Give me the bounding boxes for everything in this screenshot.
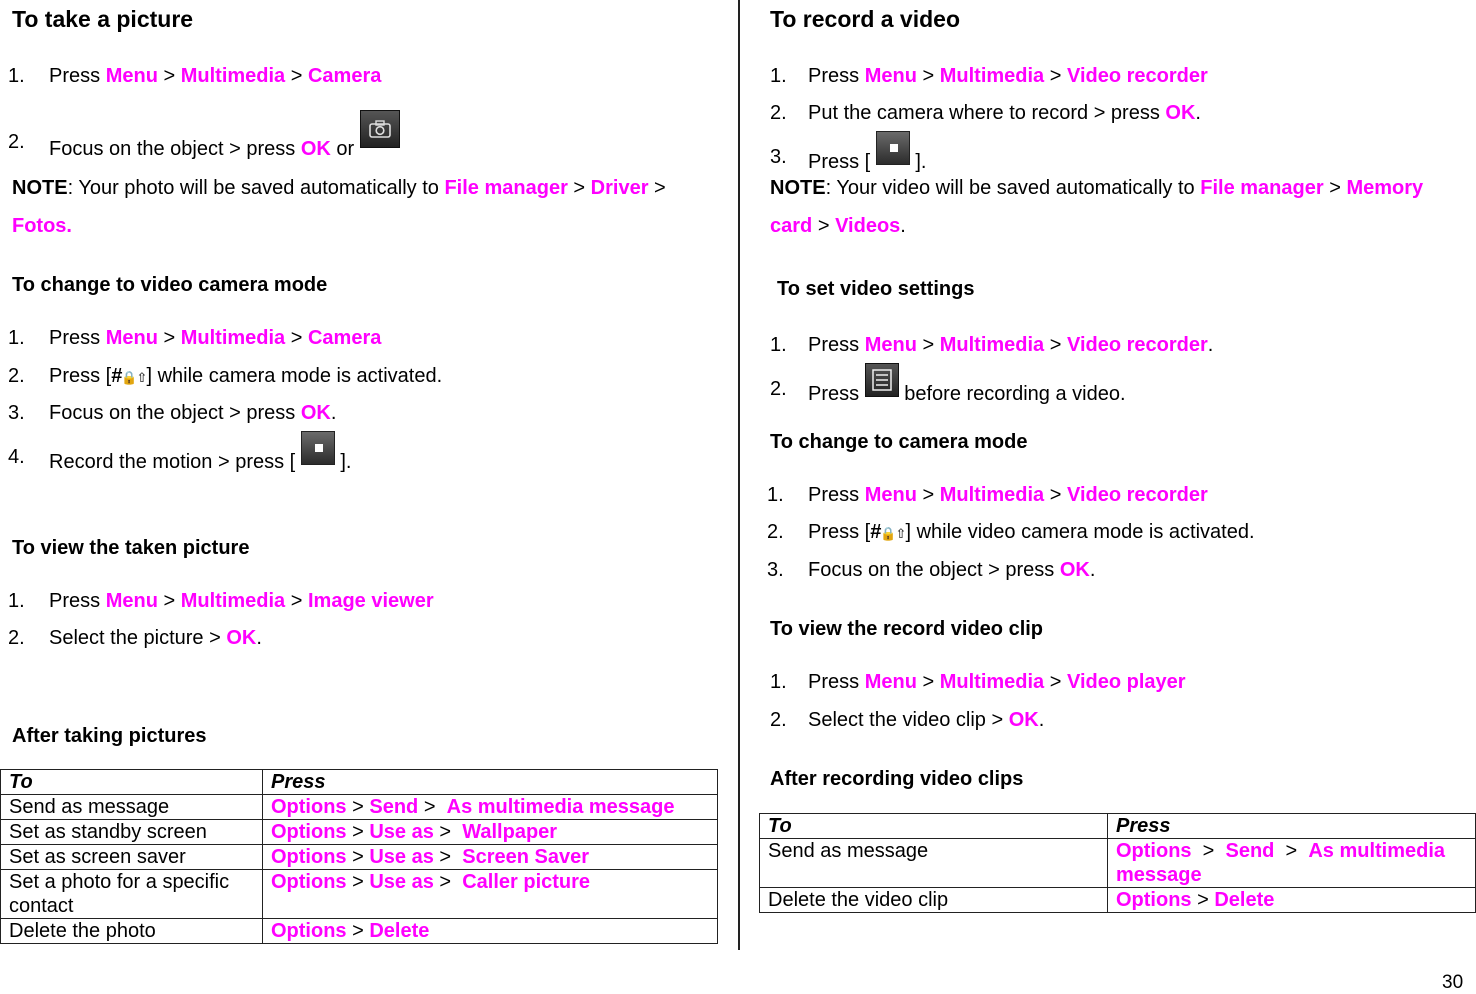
table-header-row: To Press <box>1 770 718 795</box>
hash-key-icon: #🔒⇧ <box>111 365 147 388</box>
step-settings-1: Press Menu > Multimedia > Video recorder. <box>808 334 1214 356</box>
after-video-table <box>759 813 1476 913</box>
step-record-2: Put the camera where to record > press OK. <box>808 102 1201 124</box>
table-row: Send as message Options > Send > As multimedia message <box>760 839 1476 888</box>
camera-icon <box>360 110 400 148</box>
note-photo-cont: Fotos. <box>12 215 72 237</box>
step-video-mode-2: Press [#🔒⇧] while camera mode is activated. <box>49 365 443 388</box>
heading-video-mode: To change to video camera mode <box>12 274 328 296</box>
step-view-2: Select the picture > OK. <box>49 627 262 649</box>
step-settings-2: Press before recording a video. <box>808 363 1126 397</box>
step-view-clip-1: Press Menu > Multimedia > Video player <box>808 671 1186 693</box>
step-camera-mode-3: Focus on the object > press OK. <box>808 559 1096 581</box>
step-record-3: Press [ ]. <box>808 131 926 165</box>
options-menu-icon <box>865 363 899 397</box>
table-header-row: To Press <box>760 814 1476 839</box>
column-divider <box>738 0 740 950</box>
hash-key-icon: #🔒⇧ <box>870 521 906 544</box>
page-title-record-video: To record a video <box>770 6 961 32</box>
table-row: Set as screen saver Options > Use as > Screen Saver <box>1 845 718 870</box>
heading-camera-mode: To change to camera mode <box>770 431 1028 453</box>
step-video-mode-3: Focus on the object > press OK. <box>49 402 337 424</box>
table-row: Set as standby screen Options > Use as > Wallpaper <box>1 820 718 845</box>
step-view-clip-2: Select the video clip > OK. <box>808 709 1045 731</box>
table-row: Send as message Options > Send > As multimedia message <box>1 795 718 820</box>
note-video: NOTE: Your video will be saved automatically to File manager > Memory <box>770 177 1424 199</box>
after-pictures-table <box>0 769 718 944</box>
heading-view-clip: To view the record video clip <box>770 618 1044 640</box>
page-number: 30 <box>1442 972 1464 993</box>
table-row: Delete the photo Options > Delete <box>1 919 718 944</box>
step-camera-mode-1: Press Menu > Multimedia > Video recorder <box>808 484 1208 506</box>
note-photo: NOTE: Your photo will be saved automatically to File manager > Driver > <box>12 177 666 199</box>
step-view-1: Press Menu > Multimedia > Image viewer <box>49 590 434 612</box>
step-video-mode-4: Record the motion > press [ ]. <box>49 431 351 465</box>
step-video-mode-1: Press Menu > Multimedia > Camera <box>49 327 382 349</box>
page-title-take-picture: To take a picture <box>12 6 194 32</box>
table-row: Delete the video clip Options > Delete <box>760 888 1476 913</box>
step-camera-mode-2: Press [#🔒⇧] while video camera mode is activated. <box>808 521 1255 544</box>
heading-view-picture: To view the taken picture <box>12 537 250 559</box>
table-row: Set a photo for a specific contact Options > Use as > Caller picture <box>1 870 718 919</box>
step-record-1: Press Menu > Multimedia > Video recorder <box>808 65 1208 87</box>
heading-video-settings: To set video settings <box>777 278 975 300</box>
stop-record-icon <box>301 431 335 465</box>
heading-after-video: After recording video clips <box>770 768 1024 790</box>
heading-after-pictures: After taking pictures <box>12 725 207 747</box>
note-video-cont: card > Videos. <box>770 215 906 237</box>
record-icon <box>876 131 910 165</box>
